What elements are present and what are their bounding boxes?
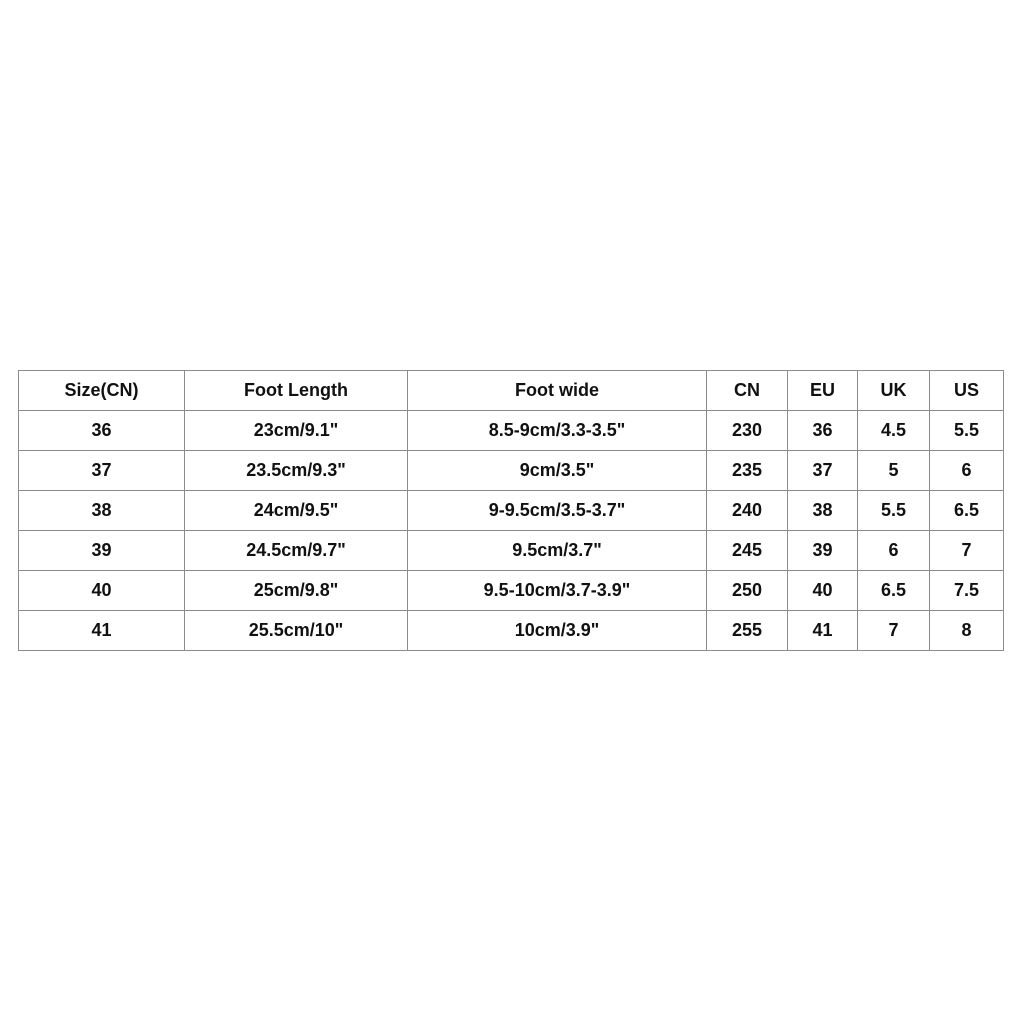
- cell-size-cn: 38: [19, 491, 185, 531]
- cell-uk: 7: [858, 611, 930, 651]
- cell-size-cn: 41: [19, 611, 185, 651]
- cell-us: 6: [930, 451, 1004, 491]
- cell-cn: 255: [707, 611, 788, 651]
- header-cn: CN: [707, 371, 788, 411]
- cell-us: 7: [930, 531, 1004, 571]
- cell-cn: 250: [707, 571, 788, 611]
- header-foot-length: Foot Length: [185, 371, 408, 411]
- cell-foot-length: 23cm/9.1": [185, 411, 408, 451]
- cell-uk: 4.5: [858, 411, 930, 451]
- cell-eu: 39: [788, 531, 858, 571]
- table-row: [19, 451, 1004, 491]
- cell-foot-wide: 9.5-10cm/3.7-3.9": [408, 571, 707, 611]
- table-row: [19, 531, 1004, 571]
- cell-us: 7.5: [930, 571, 1004, 611]
- cell-size-cn: 40: [19, 571, 185, 611]
- cell-size-cn: 39: [19, 531, 185, 571]
- header-eu: EU: [788, 371, 858, 411]
- cell-uk: 5.5: [858, 491, 930, 531]
- cell-foot-wide: 9-9.5cm/3.5-3.7": [408, 491, 707, 531]
- size-chart-table: [18, 370, 1004, 651]
- header-us: US: [930, 371, 1004, 411]
- cell-uk: 6.5: [858, 571, 930, 611]
- cell-foot-wide: 8.5-9cm/3.3-3.5": [408, 411, 707, 451]
- cell-foot-wide: 9cm/3.5": [408, 451, 707, 491]
- cell-foot-length: 25.5cm/10": [185, 611, 408, 651]
- cell-uk: 6: [858, 531, 930, 571]
- table-row: [19, 571, 1004, 611]
- cell-us: 6.5: [930, 491, 1004, 531]
- cell-cn: 245: [707, 531, 788, 571]
- cell-size-cn: 36: [19, 411, 185, 451]
- header-size-cn: Size(CN): [19, 371, 185, 411]
- cell-eu: 41: [788, 611, 858, 651]
- cell-us: 5.5: [930, 411, 1004, 451]
- cell-uk: 5: [858, 451, 930, 491]
- cell-size-cn: 37: [19, 451, 185, 491]
- table-row: [19, 491, 1004, 531]
- cell-cn: 240: [707, 491, 788, 531]
- cell-foot-length: 24.5cm/9.7": [185, 531, 408, 571]
- cell-us: 8: [930, 611, 1004, 651]
- table-row: [19, 411, 1004, 451]
- cell-eu: 37: [788, 451, 858, 491]
- cell-foot-length: 25cm/9.8": [185, 571, 408, 611]
- cell-foot-length: 23.5cm/9.3": [185, 451, 408, 491]
- cell-foot-length: 24cm/9.5": [185, 491, 408, 531]
- cell-cn: 230: [707, 411, 788, 451]
- cell-foot-wide: 10cm/3.9": [408, 611, 707, 651]
- table-header-row: [19, 371, 1004, 411]
- cell-eu: 36: [788, 411, 858, 451]
- cell-cn: 235: [707, 451, 788, 491]
- header-foot-wide: Foot wide: [408, 371, 707, 411]
- cell-foot-wide: 9.5cm/3.7": [408, 531, 707, 571]
- cell-eu: 38: [788, 491, 858, 531]
- cell-eu: 40: [788, 571, 858, 611]
- table-row: [19, 611, 1004, 651]
- header-uk: UK: [858, 371, 930, 411]
